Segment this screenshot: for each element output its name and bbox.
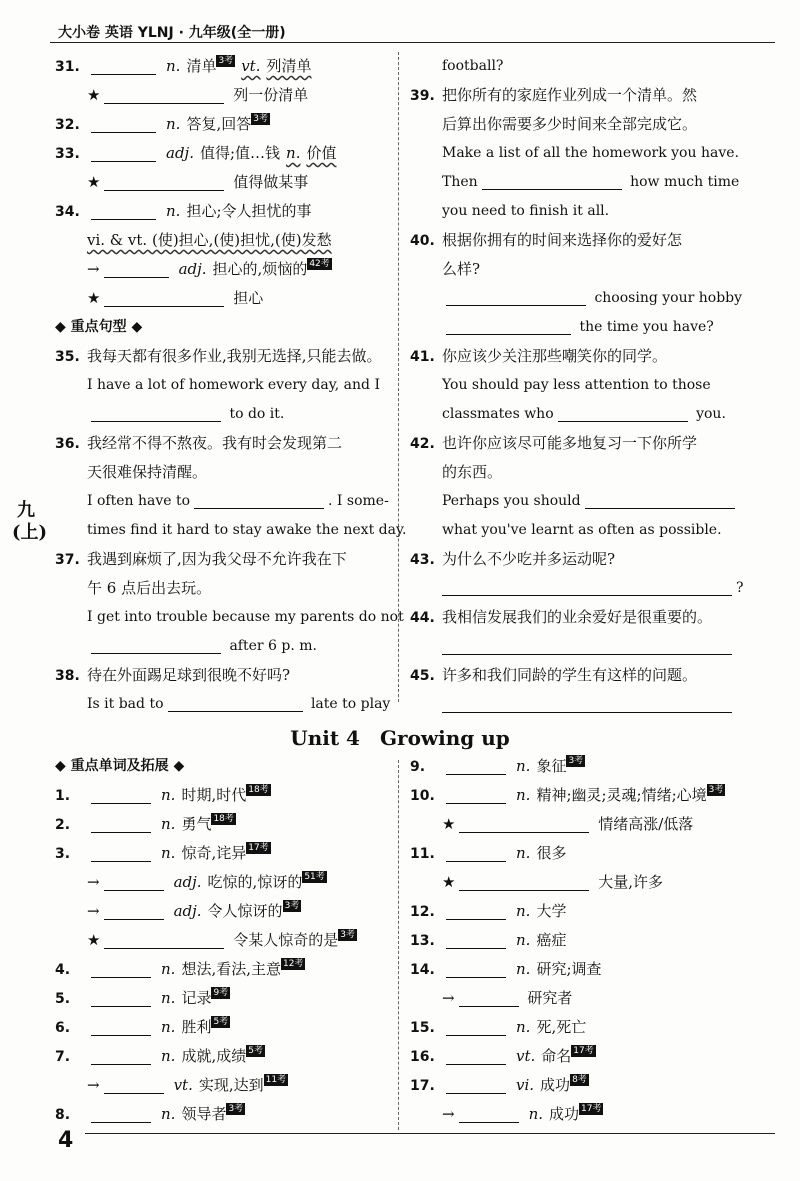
q40-blank1[interactable] (446, 287, 586, 306)
u4-q11-text: 很多 (536, 844, 567, 862)
u4-q16-badge: 17考 (573, 1046, 594, 1056)
u4-q15-text: 死,死亡 (536, 1018, 587, 1036)
q43-end: ? (736, 580, 744, 596)
q37-num: 37. (55, 552, 80, 568)
q33-text: 值得;值…钱 (199, 144, 281, 162)
q34-num: 34. (55, 204, 80, 220)
q44-blank[interactable] (442, 636, 732, 655)
u4-q17-sub-text: 成功 (549, 1105, 580, 1123)
u4-q11-star-blank[interactable] (459, 872, 589, 891)
q35-cn: 我每天都有很多作业,我别无选择,只能去做。 (87, 347, 382, 365)
q37-en2-line (55, 632, 390, 661)
q44-answer-line (410, 632, 755, 661)
u4-q13-num: 13. (410, 933, 435, 949)
u4-q9-blank[interactable] (446, 756, 506, 775)
u4-q11-star (410, 868, 755, 897)
u4-q3-sub1-pos: adj. (173, 873, 202, 891)
q39 (410, 81, 755, 110)
arrow-icon: → (442, 1105, 455, 1123)
q33-pos2: n. (286, 144, 301, 162)
u4-q14-sub-blank[interactable] (459, 988, 519, 1007)
q36 (55, 429, 390, 458)
u4-q10-num: 10. (410, 788, 435, 804)
u4-q14-text: 研究;调查 (536, 960, 602, 978)
q34-line2 (55, 226, 390, 255)
u4-q4 (55, 955, 390, 984)
q43-cn: 为什么不少吃并多运动呢? (442, 550, 616, 568)
q37-en2: after 6 p. m. (229, 638, 317, 654)
q34-text: 担心;令人担忧的事 (186, 202, 312, 220)
u4-q16-text: 命名 (541, 1047, 572, 1065)
u4-q7-sub-blank[interactable] (104, 1075, 164, 1094)
q45-answer-line (410, 690, 755, 719)
q42-num: 42. (410, 436, 435, 452)
q34-text3: 担心的,烦恼的 (212, 260, 308, 278)
u4-q6-blank[interactable] (91, 1017, 151, 1036)
u4-q7-sub-pos: vt. (173, 1076, 193, 1094)
u4-q1 (55, 781, 390, 810)
u4-q12-blank[interactable] (446, 901, 506, 920)
q41 (410, 342, 755, 371)
u4-q5-text: 记录 (181, 989, 212, 1007)
q33-num: 33. (55, 146, 80, 162)
u4-q11-pos: n. (516, 844, 531, 862)
u4-q3-star-text: 令某人惊奇的是 (233, 931, 339, 949)
u4-q5-badge: 9考 (213, 988, 229, 998)
q31-pos: n. (166, 57, 181, 75)
q31-star-line (55, 81, 390, 110)
star-icon: ★ (442, 815, 456, 833)
star-icon: ★ (87, 86, 101, 104)
q45-blank[interactable] (442, 694, 732, 713)
q32-blank[interactable] (91, 114, 156, 133)
q31-num: 31. (55, 59, 80, 75)
u4-q1-num: 1. (55, 788, 71, 804)
footer-rule (85, 1133, 775, 1134)
u4-q17-blank[interactable] (446, 1075, 506, 1094)
u4-q3-sub2-pos: adj. (173, 902, 202, 920)
u4-q9-pos: n. (516, 757, 531, 775)
u4-q4-pos: n. (161, 960, 176, 978)
q43-blank[interactable] (442, 577, 732, 596)
q39-cn2: 后算出你需要多少时间来全部完成它。 (442, 115, 698, 133)
q33-star-text: 值得做某事 (233, 173, 309, 191)
q36-en1a: I often have to (87, 493, 191, 509)
u4-q7 (55, 1042, 390, 1071)
q39-en2-line (410, 168, 755, 197)
q37-en1: I get into trouble because my parents do not (87, 609, 404, 625)
star-icon: ★ (87, 931, 101, 949)
q45-cn: 许多和我们同龄的学生有这样的问题。 (442, 666, 698, 684)
u4-q2-num: 2. (55, 817, 71, 833)
q39-en3: you need to finish it all. (442, 203, 610, 219)
left-column (55, 52, 407, 719)
q33-pos: adj. (166, 144, 194, 162)
u4-q9-num: 9. (410, 759, 426, 775)
unit-title: Unit 4 Growing up (290, 726, 510, 750)
q39-blank[interactable] (482, 171, 622, 190)
u4-q7-badge: 5考 (248, 1046, 263, 1056)
q36-cn1: 我经常不得不熬夜。我有时会发现第二 (87, 434, 343, 452)
arrow-icon: → (87, 902, 100, 920)
u4-q1-pos: n. (161, 786, 176, 804)
q40-en1: choosing your hobby (594, 290, 743, 306)
q38-blank[interactable] (168, 693, 303, 712)
u4-q17 (410, 1071, 755, 1100)
q42 (410, 429, 755, 458)
q32 (55, 110, 390, 139)
u4-q10-star-blank[interactable] (459, 814, 589, 833)
q34-line2-text: vi. & vt. (使)担心,(使)担忧,(使)发愁 (87, 231, 332, 249)
u4-q10-star (410, 810, 755, 839)
u4-q5-num: 5. (55, 991, 71, 1007)
u4-q4-num: 4. (55, 962, 71, 978)
u4-q7-num: 7. (55, 1049, 71, 1065)
u4-q4-badge: 12考 (282, 959, 304, 969)
q40-blank2[interactable] (446, 316, 571, 335)
q34-star-line (55, 284, 390, 313)
u4-q2-badge: 18考 (213, 814, 234, 824)
q43-num: 43. (410, 552, 435, 568)
u4-q7-blank[interactable] (91, 1046, 151, 1065)
q40-cn1: 根据你拥有的时间来选择你的爱好怎 (442, 231, 683, 249)
arrow-icon: → (442, 989, 455, 1007)
u4-q1-badge: 18考 (248, 785, 269, 795)
u4-q3-badge: 17考 (248, 843, 269, 853)
q32-pos: n. (166, 115, 181, 133)
u4-q13-text: 癌症 (536, 931, 567, 949)
q38-en1-line (55, 690, 390, 719)
q35-num: 35. (55, 349, 80, 365)
arrow-icon: → (87, 260, 100, 278)
u4-q14-pos: n. (516, 960, 531, 978)
u4-q17-sub-blank[interactable] (459, 1104, 519, 1123)
u4-q6-text: 胜利 (181, 1018, 212, 1036)
q33-star-line (55, 168, 390, 197)
u4-q8-text: 领导者 (181, 1105, 227, 1123)
q36-blank[interactable] (194, 490, 324, 509)
q42-cn1: 也许你应该尽可能多地复习一下你所学 (442, 434, 698, 452)
q38-cont: football? (442, 58, 504, 74)
q31-pos2: vt. (241, 57, 261, 75)
unit4-left-column (55, 752, 390, 1129)
q44 (410, 603, 755, 632)
q35-blank[interactable] (91, 403, 221, 422)
u4-q16-num: 16. (410, 1049, 435, 1065)
q33-blank[interactable] (91, 143, 156, 162)
u4-q3-star-blank[interactable] (104, 930, 224, 949)
u4-q8-pos: n. (161, 1105, 176, 1123)
q35-en1: I have a lot of homework every day, and I (87, 377, 380, 393)
u4-q7-sub-text: 实现,达到 (198, 1076, 264, 1094)
q37-blank[interactable] (91, 635, 221, 654)
q40-num: 40. (410, 233, 435, 249)
u4-q17-sub (410, 1100, 755, 1129)
q31-star-blank[interactable] (104, 85, 224, 104)
q40 (410, 226, 755, 255)
u4-q8 (55, 1100, 390, 1129)
u4-q10 (410, 781, 755, 810)
q35 (55, 342, 390, 371)
u4-q7-text: 成就,成绩 (181, 1047, 247, 1065)
u4-q3-sub1-badge: 51考 (304, 872, 325, 882)
q33-star-blank[interactable] (104, 172, 224, 191)
q41-blank[interactable] (558, 403, 688, 422)
q37-cn1: 我遇到麻烦了,因为我父母不允许我在下 (87, 550, 347, 568)
q34-star-text: 担心 (233, 289, 264, 307)
q39-cn1: 把你所有的家庭作业列成一个清单。然 (442, 86, 698, 104)
q31-blank[interactable] (91, 56, 156, 75)
u4-q6 (55, 1013, 390, 1042)
u4-q15 (410, 1013, 755, 1042)
q36-en1-line (55, 487, 390, 516)
q41-en1: You should pay less attention to those (442, 377, 711, 393)
page-header: 大小卷 英语 YLNJ · 九年级(全一册) (58, 25, 286, 41)
u4-q2 (55, 810, 390, 839)
q39-num: 39. (410, 88, 435, 104)
right-column (410, 52, 755, 719)
u4-q11 (410, 839, 755, 868)
u4-q13-pos: n. (516, 931, 531, 949)
q38-en1b: late to play (310, 696, 391, 712)
q45 (410, 661, 755, 690)
q38-num: 38. (55, 668, 80, 684)
q36-en1b: . I some- (328, 493, 389, 509)
u4-q3 (55, 839, 390, 868)
u4-q14-sub-text: 研究者 (527, 989, 573, 1007)
u4-q3-sub2-blank[interactable] (104, 901, 164, 920)
arrow-icon: → (87, 873, 100, 891)
q38-en1a: Is it bad to (87, 696, 164, 712)
section-key-words: ◆ 重点单词及拓展 ◆ (55, 758, 185, 774)
u4-q13 (410, 926, 755, 955)
u4-q17-sub-badge: 17考 (581, 1104, 602, 1114)
side-tab: 九(上) (12, 500, 48, 543)
q41-en2a: classmates who (442, 406, 554, 422)
u4-q12-pos: n. (516, 902, 531, 920)
u4-q6-num: 6. (55, 1020, 71, 1036)
u4-q3-sub1-text: 吃惊的,惊讶的 (207, 873, 303, 891)
q41-en2-line (410, 400, 755, 429)
q38-cn: 待在外面踢足球到很晚不好吗? (87, 666, 291, 684)
u4-q3-sub1-blank[interactable] (104, 872, 164, 891)
u4-q4-text: 想法,看法,主意 (181, 960, 281, 978)
u4-q6-pos: n. (161, 1018, 176, 1036)
u4-q8-badge: 3考 (228, 1104, 244, 1114)
u4-q8-num: 8. (55, 1107, 71, 1123)
section-key-sentences: ◆ 重点句型 ◆ (55, 319, 143, 335)
header-rule (50, 42, 775, 43)
q38 (55, 661, 390, 690)
u4-q3-star (55, 926, 390, 955)
q31 (55, 52, 390, 81)
u4-q14-blank[interactable] (446, 959, 506, 978)
q42-en1: Perhaps you should (442, 493, 581, 509)
q32-text: 答复,回答 (186, 115, 252, 133)
u4-q7-sub-badge: 11考 (265, 1075, 287, 1085)
u4-q6-badge: 5考 (213, 1017, 229, 1027)
u4-q15-num: 15. (410, 1020, 435, 1036)
u4-q2-pos: n. (161, 815, 176, 833)
u4-q5-blank[interactable] (91, 988, 151, 1007)
u4-q17-sub-pos: n. (528, 1105, 544, 1123)
u4-q10-text: 精神;幽灵;灵魂;情绪;心境 (536, 786, 707, 804)
u4-q2-text: 勇气 (181, 815, 212, 833)
q35-en2-line (55, 400, 390, 429)
star-icon: ★ (87, 173, 101, 191)
page-number: 4 (58, 1128, 74, 1153)
q36-num: 36. (55, 436, 80, 452)
q40-en2-line (410, 313, 755, 342)
q43 (410, 545, 755, 574)
q34-badge: 42考 (309, 259, 330, 269)
u4-q10-pos: n. (516, 786, 531, 804)
u4-q11-blank[interactable] (446, 843, 506, 862)
q34-pos3: adj. (178, 260, 207, 278)
q34-arrow-line (55, 255, 390, 284)
u4-q8-blank[interactable] (91, 1104, 151, 1123)
q40-cn2: 么样? (442, 260, 481, 278)
u4-q15-blank[interactable] (446, 1017, 506, 1036)
q34-pos: n. (166, 202, 181, 220)
u4-q17-num: 17. (410, 1078, 435, 1094)
q45-num: 45. (410, 668, 435, 684)
u4-q9-text: 象征 (536, 757, 567, 775)
u4-q17-pos: vi. (516, 1076, 535, 1094)
q42-en1-line (410, 487, 755, 516)
q41-cn: 你应该少关注那些嘲笑你的同学。 (442, 347, 668, 365)
q35-en2: to do it. (229, 406, 285, 422)
q41-num: 41. (410, 349, 435, 365)
u4-q12-num: 12. (410, 904, 435, 920)
q33 (55, 139, 390, 168)
u4-q14-num: 14. (410, 962, 435, 978)
u4-q3-sub2 (55, 897, 390, 926)
u4-q9-badge: 3考 (568, 756, 584, 766)
u4-q16-pos: vt. (516, 1047, 536, 1065)
q40-en1-line (410, 284, 755, 313)
q34-star-blank[interactable] (104, 288, 224, 307)
q34-arrow-blank[interactable] (104, 259, 169, 278)
u4-q3-pos: n. (161, 844, 176, 862)
u4-q17-text: 成功 (540, 1076, 571, 1094)
u4-q11-num: 11. (410, 846, 435, 862)
u4-q11-star-text: 大量,许多 (598, 873, 664, 891)
q37 (55, 545, 390, 574)
q39-en2a: Then (442, 174, 478, 190)
u4-q7-sub (55, 1071, 390, 1100)
q42-en2: what you've learnt as often as possible. (442, 522, 722, 538)
arrow-icon: → (87, 1076, 100, 1094)
q36-en2: times find it hard to stay awake the next day. (87, 522, 407, 538)
u4-q16-blank[interactable] (446, 1046, 506, 1065)
u4-q10-badge: 3考 (708, 785, 724, 795)
u4-q10-star-text: 情绪高涨/低落 (598, 815, 694, 833)
u4-q17-badge: 8考 (572, 1075, 587, 1085)
u4-q3-star-badge: 3考 (340, 930, 355, 940)
q33-text2: 价值 (306, 144, 337, 162)
u4-q3-text: 惊奇,诧异 (181, 844, 247, 862)
q34-blank[interactable] (91, 201, 156, 220)
u4-q15-pos: n. (516, 1018, 531, 1036)
u4-q2-blank[interactable] (91, 814, 151, 833)
u4-q4-blank[interactable] (91, 959, 151, 978)
q32-num: 32. (55, 117, 80, 133)
q44-cn: 我相信发展我们的业余爱好是很重要的。 (442, 608, 713, 626)
u4-q1-text: 时期,时代 (181, 786, 247, 804)
u4-q9 (410, 752, 755, 781)
u4-q5-pos: n. (161, 989, 176, 1007)
u4-q7-pos: n. (161, 1047, 176, 1065)
q31-badge: 3考 (218, 56, 234, 66)
u4-q3-blank[interactable] (91, 843, 151, 862)
u4-q12 (410, 897, 755, 926)
q39-en2b: how much time (630, 174, 740, 190)
q36-cn2: 天很难保持清醒。 (87, 463, 208, 481)
u4-q3-sub2-text: 令人惊讶的 (207, 902, 283, 920)
q37-cn2: 午 6 点后出去玩。 (87, 579, 212, 597)
u4-q1-blank[interactable] (91, 785, 151, 804)
u4-q12-text: 大学 (536, 902, 567, 920)
u4-q3-num: 3. (55, 846, 71, 862)
u4-q5 (55, 984, 390, 1013)
u4-q14 (410, 955, 755, 984)
star-icon: ★ (87, 289, 101, 307)
q31-star-text: 列一份清单 (233, 86, 309, 104)
q31-text: 清单 (186, 57, 217, 75)
q31-text2: 列清单 (266, 57, 312, 75)
q43-answer-line (410, 574, 755, 603)
u4-q14-sub (410, 984, 755, 1013)
u4-q13-blank[interactable] (446, 930, 506, 949)
unit4-right-column (410, 752, 755, 1129)
q34 (55, 197, 390, 226)
u4-q3-sub2-badge: 3考 (284, 901, 300, 911)
q42-cn2: 的东西。 (442, 463, 503, 481)
q32-badge: 3考 (253, 114, 268, 124)
star-icon: ★ (442, 873, 456, 891)
u4-q3-sub1 (55, 868, 390, 897)
u4-q16 (410, 1042, 755, 1071)
q39-en1: Make a list of all the homework you have. (442, 145, 739, 161)
q40-en2: the time you have? (579, 319, 714, 335)
column-divider-2 (398, 760, 399, 1130)
u4-q10-blank[interactable] (446, 785, 506, 804)
q42-blank[interactable] (585, 490, 735, 509)
q41-en2b: you. (696, 406, 726, 422)
q44-num: 44. (410, 610, 435, 626)
